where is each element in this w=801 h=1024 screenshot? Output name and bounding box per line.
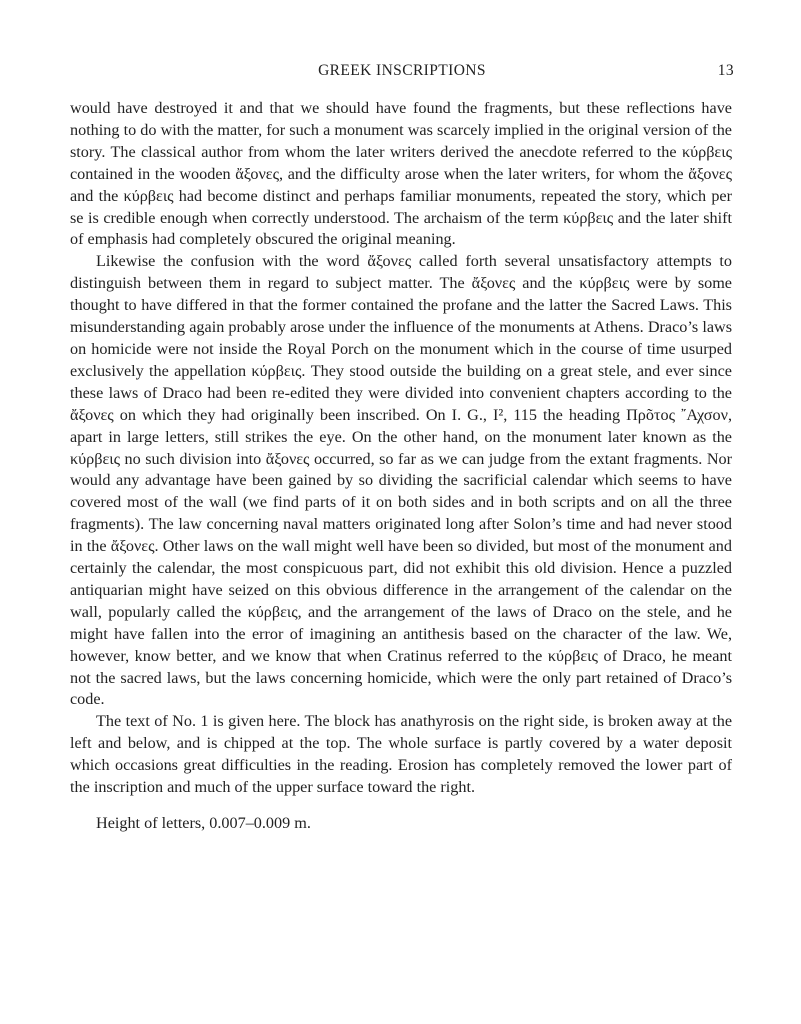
paragraph-2: Likewise the confusion with the word ἄξονες called forth several unsatisfactory attempts to distinguish between them in regard to subject matter. The ἄξονες and the κύρβεις were by some thought to have differed in that the former contained the profane and the latter the Sacred Laws. This misunderstanding again probably arose under the influence of the monuments at Athens. Draco’s laws on homicide were not inside the Royal Porch on the monument which in the course of time usurped exclusively the appellation κύρβεις. They stood outside the building on a great stele, and ever since these laws of Draco had been re-edited they were divided into convenient chapters according to the ἄξονες on which they had originally been inscribed. On I. G., I², 115 the heading Πρõτος ῎Αχσον, apart in large letters, still strikes the eye. On the other hand, on the monument later known as the κύρβεις no such division into ἄξονες occurred, so far as we can judge from the extant fragments. Nor would any advantage have been gained by so dividing the sacrificial calendar which seems to have covered most of the wall (we find parts of it on both sides and in both scripts and on all the three fragments). The law concerning naval matters originated long after Solon’s time and had never stood in the ἄξονες. Other laws on the wall might well have been so divided, but most of the monument and certainly the calendar, the most conspicuous part, did not exhibit this old division. Hence a puzzled antiquarian might have seized on this obvious difference in the arrangement of the calendar on the wall, popularly called the κύρβεις, and the arrangement of the laws of Draco on the stele, and he might have fallen into the error of imagining an antithesis based on the character of the law. We, however, know better, and we know that when Cratinus referred to the κύρβεις of Draco, he meant not the sacred laws, but the laws concerning homicide, which were the only part retained of Draco’s code. (70, 252, 732, 709)
paragraph-1: would have destroyed it and that we should have found the fragments, but these reflections have nothing to do with the matter, for such a monument was scarcely implied in the original version of the story. The classical author from whom the later writers derived the anecdote referred to the κύρβεις contained in the wooden ἄξονες, and the difficulty arose when the later writers, for whom the ἄξονες and the κύρβεις had become distinct and perhaps familiar monuments, repeated the story, which per se is credible enough when correctly understood. The archaism of the term κύρβεις and the later shift of emphasis had completely obscured the original meaning. (70, 99, 732, 249)
page-number: 13 (717, 62, 734, 79)
running-head (70, 62, 734, 84)
body-text (70, 98, 732, 835)
paragraph-3: The text of No. 1 is given here. The block has anathyrosis on the right side, is broken away at the left and below, and is chipped at the top. The whole surface is partly covered by a water deposit which occasions great difficulties in the reading. Erosion has completely removed the lower part of the inscription and much of the upper surface toward the right. (70, 712, 732, 797)
running-title: GREEK INSCRIPTIONS (318, 62, 486, 79)
paragraph-4: Height of letters, 0.007–0.009 m. (96, 814, 311, 832)
